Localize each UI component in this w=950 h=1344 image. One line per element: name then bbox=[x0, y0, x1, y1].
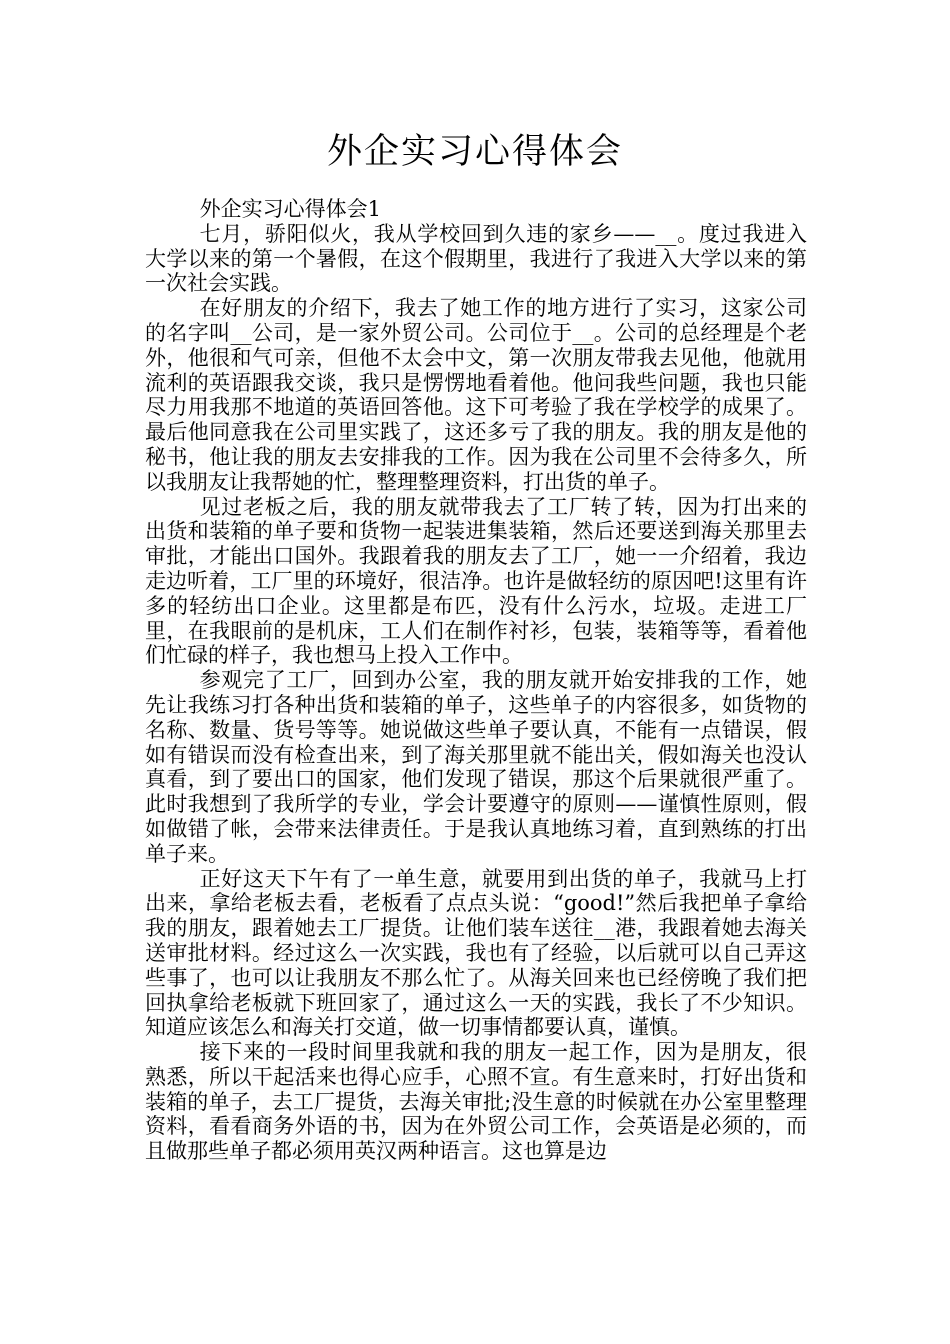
paragraph-3: 见过老板之后，我的朋友就带我去了工厂转了转，因为打出来的出货和装箱的单子要和货物一起装进集装箱，然后还要送到海关那里去审批，才能出口国外。我跟着我的朋友去了工厂，她一一介绍着，我边走边听着，工厂里的环境好，很洁净。也许是做轻纺的原因吧!这里有许多的轻纺出口企业。这里都是布匹，没有什么污水，垃圾。走进工厂里，在我眼前的是机床，工人们在制作衬衫，包装，装箱等等，看着他们忙碌的样子，我也想马上投入工作中。 bbox=[145, 494, 807, 668]
paragraph-2: 在好朋友的介绍下，我去了她工作的地方进行了实习，这家公司的名字叫__公司，是一家外贸公司。公司位于__。公司的总经理是个老外，他很和气可亲，但他不太会中文，第一次朋友带我去见他，他就用流利的英语跟我交谈，我只是愣愣地看着他。他问我些问题，我也只能尽力用我那不地道的英语回答他。这下可考验了我在学校学的成果了。最后他同意我在公司里实践了，这还多亏了我的朋友。我的朋友是他的秘书，他让我的朋友去安排我的工作。因为我在公司里不会待多久，所以我朋友让我帮她的忙，整理整理资料，打出货的单子。 bbox=[145, 296, 807, 494]
document-body bbox=[145, 197, 807, 1164]
paragraph-5: 正好这天下午有了一单生意，就要用到出货的单子，我就马上打出来，拿给老板去看，老板看了点点头说：“good!”然后我把单子拿给我的朋友，跟着她去工厂提货。让他们装车送往__港，我跟着她去海关送审批材料。经过这么一次实践，我也有了经验，以后就可以自己弄这些事了，也可以让我朋友不那么忙了。从海关回来也已经傍晚了我们把回执拿给老板就下班回家了，通过这么一天的实践，我长了不少知识。知道应该怎么和海关打交道，做一切事情都要认真，谨慎。 bbox=[145, 866, 807, 1040]
paragraph-4: 参观完了工厂，回到办公室，我的朋友就开始安排我的工作，她先让我练习打各种出货和装箱的单子，这些单子的内容很多，如货物的名称、数量、货号等等。她说做这些单子要认真，不能有一点错误，假如有错误而没有检查出来，到了海关那里就不能出关，假如海关也没认真看，到了要出口的国家，他们发现了错误，那这个后果就很严重了。此时我想到了我所学的专业，学会计要遵守的原则——谨慎性原则，假如做错了帐，会带来法律责任。于是我认真地练习着，直到熟练的打出单子来。 bbox=[145, 668, 807, 866]
paragraph-6: 接下来的一段时间里我就和我的朋友一起工作，因为是朋友，很熟悉，所以干起活来也得心应手，心照不宣。有生意来时，打好出货和装箱的单子，去工厂提货，去海关审批;没生意的时候就在办公室里整理资料，看看商务外语的书，因为在外贸公司工作，会英语是必须的，而且做那些单子都必须用英汉两种语言。这也算是边 bbox=[145, 1040, 807, 1164]
section-heading: 外企实习心得体会1 bbox=[199, 197, 381, 221]
document-title: 外企实习心得体会 bbox=[326, 132, 623, 172]
paragraph-1: 七月，骄阳似火，我从学校回到久违的家乡——__。度过我进入大学以来的第一个暑假，在这个假期里，我进行了我进入大学以来的第一次社会实践。 bbox=[145, 221, 807, 296]
